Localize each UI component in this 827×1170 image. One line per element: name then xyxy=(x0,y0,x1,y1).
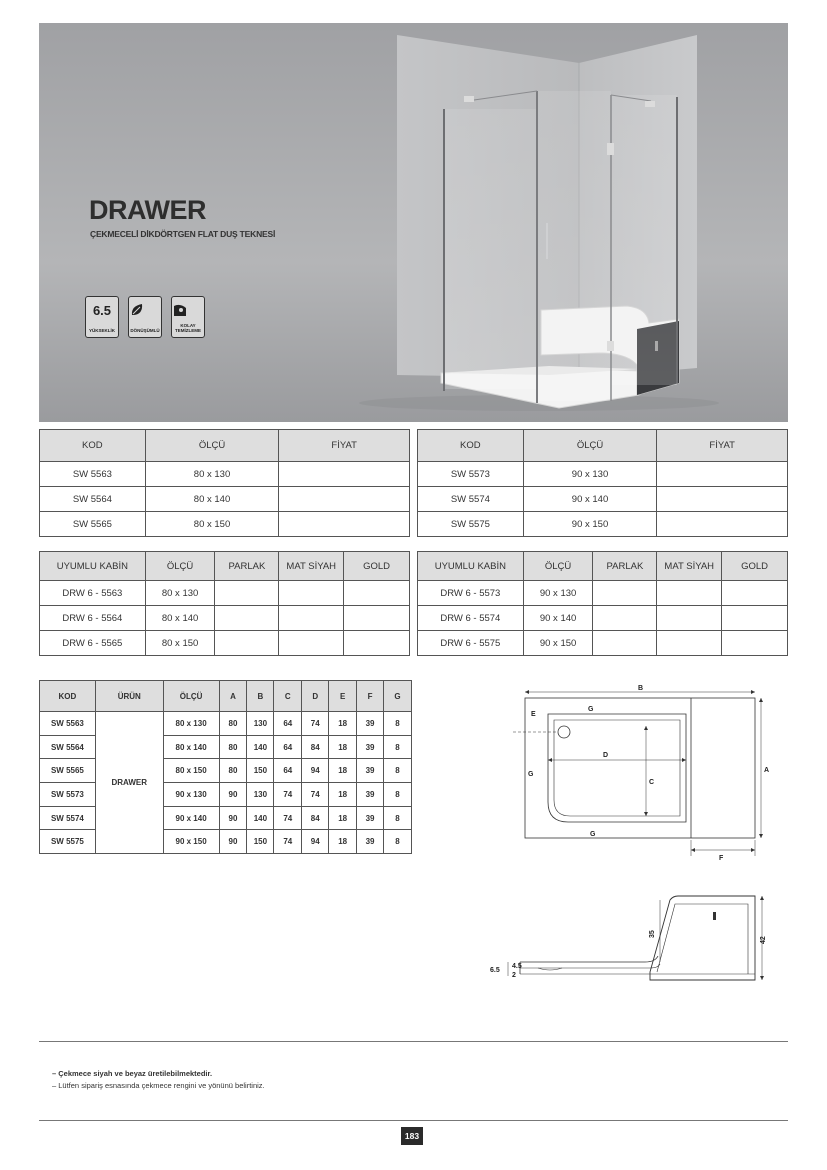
cabin-table-right xyxy=(417,551,788,656)
cell-mat-siyah xyxy=(279,631,344,656)
cell-b: 130 xyxy=(247,712,274,736)
cell-kod: SW 5564 xyxy=(40,487,146,512)
note-item: – Lütfen sipariş esnasında çekmece rengini ve yönünü belirtiniz. xyxy=(52,1081,265,1090)
cell-d: 94 xyxy=(302,830,329,854)
col-header-olcu: ÖLÇÜ xyxy=(145,430,279,462)
cell-cabin: DRW 6 - 5575 xyxy=(418,631,524,656)
table-row xyxy=(40,783,412,807)
cell-cabin: DRW 6 - 5565 xyxy=(40,631,146,656)
cell-c: 64 xyxy=(274,759,302,783)
table-row xyxy=(418,462,788,487)
cell-a: 80 xyxy=(219,735,247,759)
cell-cabin: DRW 6 - 5573 xyxy=(418,581,524,606)
col-header-cabin: UYUMLU KABİN xyxy=(40,552,146,581)
divider-bottom xyxy=(39,1120,788,1121)
table-header-row xyxy=(40,430,410,462)
cell-fiyat xyxy=(657,487,788,512)
col-header-olcu: ÖLÇÜ xyxy=(523,430,657,462)
table-header-row xyxy=(40,552,410,581)
dim-label-35: 35 xyxy=(649,930,656,938)
depth-badge-label: YÜKSEKLİK xyxy=(88,328,115,333)
col-header-e: E xyxy=(329,681,357,712)
col-header-gold: GOLD xyxy=(344,552,410,581)
cell-kod: SW 5573 xyxy=(40,783,96,807)
cell-a: 80 xyxy=(219,712,247,736)
table-row xyxy=(418,487,788,512)
col-header-olcu: ÖLÇÜ xyxy=(145,552,215,581)
cell-f: 39 xyxy=(357,783,384,807)
depth-badge-value: 6.5 xyxy=(92,303,112,318)
cell-c: 74 xyxy=(274,783,302,807)
cell-parlak xyxy=(593,631,657,656)
table-row xyxy=(418,606,788,631)
cell-olcu: 90 x 130 xyxy=(523,462,657,487)
dim-label-g-bottom: G xyxy=(590,831,596,838)
cell-d: 84 xyxy=(302,806,329,830)
cell-gold xyxy=(722,581,788,606)
cell-parlak xyxy=(215,631,279,656)
table-row xyxy=(418,581,788,606)
cell-gold xyxy=(722,631,788,656)
cell-g: 8 xyxy=(384,830,412,854)
cell-olcu: 80 x 150 xyxy=(163,759,219,783)
cell-e: 18 xyxy=(329,830,357,854)
col-header-d: D xyxy=(302,681,329,712)
col-header-f: F xyxy=(357,681,384,712)
cell-g: 8 xyxy=(384,712,412,736)
table-row xyxy=(418,512,788,537)
easy-clean-icon xyxy=(172,302,188,318)
col-header-kod: KOD xyxy=(40,681,96,712)
cell-e: 18 xyxy=(329,806,357,830)
cell-e: 18 xyxy=(329,735,357,759)
cell-gold xyxy=(344,631,410,656)
hero-image xyxy=(39,23,788,422)
table-row xyxy=(418,631,788,656)
cell-c: 64 xyxy=(274,712,302,736)
table-row xyxy=(40,631,410,656)
table-row xyxy=(40,759,412,783)
cell-kod: SW 5574 xyxy=(418,487,524,512)
cell-olcu: 90 x 150 xyxy=(523,631,593,656)
price-table-left xyxy=(39,429,410,537)
feature-badges xyxy=(85,296,205,338)
col-header-b: B xyxy=(247,681,274,712)
cell-fiyat xyxy=(279,462,410,487)
col-header-cabin: UYUMLU KABİN xyxy=(418,552,524,581)
cell-a: 90 xyxy=(219,783,247,807)
cell-kod: SW 5575 xyxy=(40,830,96,854)
cell-fiyat xyxy=(279,487,410,512)
dim-label-42: 42 xyxy=(760,936,767,944)
cell-b: 150 xyxy=(247,759,274,783)
cell-g: 8 xyxy=(384,806,412,830)
cell-olcu: 80 x 150 xyxy=(145,512,279,537)
dim-label-a: A xyxy=(764,767,770,774)
cell-e: 18 xyxy=(329,712,357,736)
page-number: 183 xyxy=(401,1127,423,1145)
cell-product-name: DRAWER xyxy=(95,712,163,854)
divider-top xyxy=(39,1041,788,1042)
cell-mat-siyah xyxy=(279,606,344,631)
cell-gold xyxy=(344,581,410,606)
table-row xyxy=(40,830,412,854)
cell-kod: SW 5564 xyxy=(40,735,96,759)
cell-kod: SW 5574 xyxy=(40,806,96,830)
cell-kod: SW 5563 xyxy=(40,712,96,736)
col-header-urun: ÜRÜN xyxy=(95,681,163,712)
notes xyxy=(52,1068,265,1092)
dim-label-f: F xyxy=(719,855,724,862)
col-header-fiyat: FİYAT xyxy=(279,430,410,462)
cell-olcu: 80 x 140 xyxy=(163,735,219,759)
cell-f: 39 xyxy=(357,712,384,736)
cell-cabin: DRW 6 - 5564 xyxy=(40,606,146,631)
cell-kod: SW 5563 xyxy=(40,462,146,487)
cell-b: 150 xyxy=(247,830,274,854)
cell-olcu: 80 x 130 xyxy=(145,462,279,487)
cell-a: 80 xyxy=(219,759,247,783)
table-row xyxy=(40,712,412,736)
cell-e: 18 xyxy=(329,783,357,807)
cell-parlak xyxy=(215,581,279,606)
cell-olcu: 90 x 140 xyxy=(523,606,593,631)
cell-d: 84 xyxy=(302,735,329,759)
col-header-gold: GOLD xyxy=(722,552,788,581)
cell-fiyat xyxy=(657,512,788,537)
cell-olcu: 90 x 130 xyxy=(523,581,593,606)
cell-olcu: 80 x 150 xyxy=(145,631,215,656)
cell-kod: SW 5573 xyxy=(418,462,524,487)
table-header-row xyxy=(418,430,788,462)
dim-label-d: D xyxy=(603,752,609,759)
table-header-row xyxy=(40,681,412,712)
table-row xyxy=(40,806,412,830)
col-header-kod: KOD xyxy=(418,430,524,462)
table-row xyxy=(40,735,412,759)
cell-kod: SW 5565 xyxy=(40,759,96,783)
table-header-row xyxy=(418,552,788,581)
table-row xyxy=(40,512,410,537)
cell-f: 39 xyxy=(357,830,384,854)
table-row xyxy=(40,581,410,606)
dim-label-4-5: 4.5 xyxy=(512,963,522,970)
table-row xyxy=(40,487,410,512)
cell-parlak xyxy=(593,581,657,606)
cell-parlak xyxy=(593,606,657,631)
section-drawing xyxy=(480,888,770,988)
cell-olcu: 80 x 140 xyxy=(145,606,215,631)
product-subtitle: ÇEKMECELİ DİKDÖRTGEN FLAT DUŞ TEKNESİ xyxy=(90,229,276,239)
col-header-olcu: ÖLÇÜ xyxy=(163,681,219,712)
cell-d: 74 xyxy=(302,783,329,807)
dim-label-g-left: G xyxy=(528,771,534,778)
cell-gold xyxy=(722,606,788,631)
cell-b: 140 xyxy=(247,806,274,830)
dimensions-table xyxy=(39,680,412,854)
col-header-mat-siyah: MAT SİYAH xyxy=(279,552,344,581)
col-header-kod: KOD xyxy=(40,430,146,462)
cell-c: 64 xyxy=(274,735,302,759)
cell-f: 39 xyxy=(357,735,384,759)
cell-olcu: 90 x 150 xyxy=(523,512,657,537)
cell-a: 90 xyxy=(219,830,247,854)
cell-a: 90 xyxy=(219,806,247,830)
col-header-olcu: ÖLÇÜ xyxy=(523,552,593,581)
table-row xyxy=(40,462,410,487)
depth-badge xyxy=(85,296,119,338)
cell-olcu: 90 x 130 xyxy=(163,783,219,807)
eco-badge xyxy=(128,296,162,338)
cell-kod: SW 5575 xyxy=(418,512,524,537)
cell-mat-siyah xyxy=(657,606,722,631)
dim-label-6-5: 6.5 xyxy=(490,967,500,974)
note-item: – Çekmece siyah ve beyaz üretilebilmektedir. xyxy=(52,1069,213,1078)
cell-c: 74 xyxy=(274,830,302,854)
cell-kod: SW 5565 xyxy=(40,512,146,537)
table-row xyxy=(40,606,410,631)
plan-drawing xyxy=(508,678,770,868)
cell-cabin: DRW 6 - 5563 xyxy=(40,581,146,606)
dim-label-2: 2 xyxy=(512,972,516,979)
dim-label-b: B xyxy=(638,685,644,692)
cabin-table-left xyxy=(39,551,410,656)
dim-label-g-top: G xyxy=(588,706,594,713)
col-header-parlak: PARLAK xyxy=(593,552,657,581)
cell-b: 140 xyxy=(247,735,274,759)
eco-badge-label: DÖNÜŞÜMLÜ xyxy=(130,328,160,333)
cell-e: 18 xyxy=(329,759,357,783)
dim-label-c: C xyxy=(649,779,655,786)
eco-leaf-icon xyxy=(129,302,145,318)
col-header-c: C xyxy=(274,681,302,712)
cell-gold xyxy=(344,606,410,631)
cell-b: 130 xyxy=(247,783,274,807)
col-header-parlak: PARLAK xyxy=(215,552,279,581)
cell-g: 8 xyxy=(384,759,412,783)
easy-clean-badge-label: KOLAY TEMİZLEME xyxy=(175,323,201,333)
cell-olcu: 80 x 130 xyxy=(145,581,215,606)
cell-olcu: 90 x 140 xyxy=(523,487,657,512)
cell-cabin: DRW 6 - 5574 xyxy=(418,606,524,631)
product-title: DRAWER xyxy=(89,195,206,225)
cell-f: 39 xyxy=(357,806,384,830)
cell-c: 74 xyxy=(274,806,302,830)
col-header-fiyat: FİYAT xyxy=(657,430,788,462)
cell-fiyat xyxy=(657,462,788,487)
cell-mat-siyah xyxy=(657,631,722,656)
cell-olcu: 90 x 150 xyxy=(163,830,219,854)
cell-d: 94 xyxy=(302,759,329,783)
cell-d: 74 xyxy=(302,712,329,736)
cell-g: 8 xyxy=(384,735,412,759)
cell-fiyat xyxy=(279,512,410,537)
col-header-mat-siyah: MAT SİYAH xyxy=(657,552,722,581)
cell-olcu: 90 x 140 xyxy=(163,806,219,830)
cell-parlak xyxy=(215,606,279,631)
price-table-right xyxy=(417,429,788,537)
dim-label-e: E xyxy=(531,711,536,718)
col-header-g: G xyxy=(384,681,412,712)
cell-olcu: 80 x 130 xyxy=(163,712,219,736)
cell-g: 8 xyxy=(384,783,412,807)
col-header-a: A xyxy=(219,681,247,712)
cell-mat-siyah xyxy=(657,581,722,606)
cell-mat-siyah xyxy=(279,581,344,606)
easy-clean-badge xyxy=(171,296,205,338)
cell-olcu: 80 x 140 xyxy=(145,487,279,512)
cell-f: 39 xyxy=(357,759,384,783)
